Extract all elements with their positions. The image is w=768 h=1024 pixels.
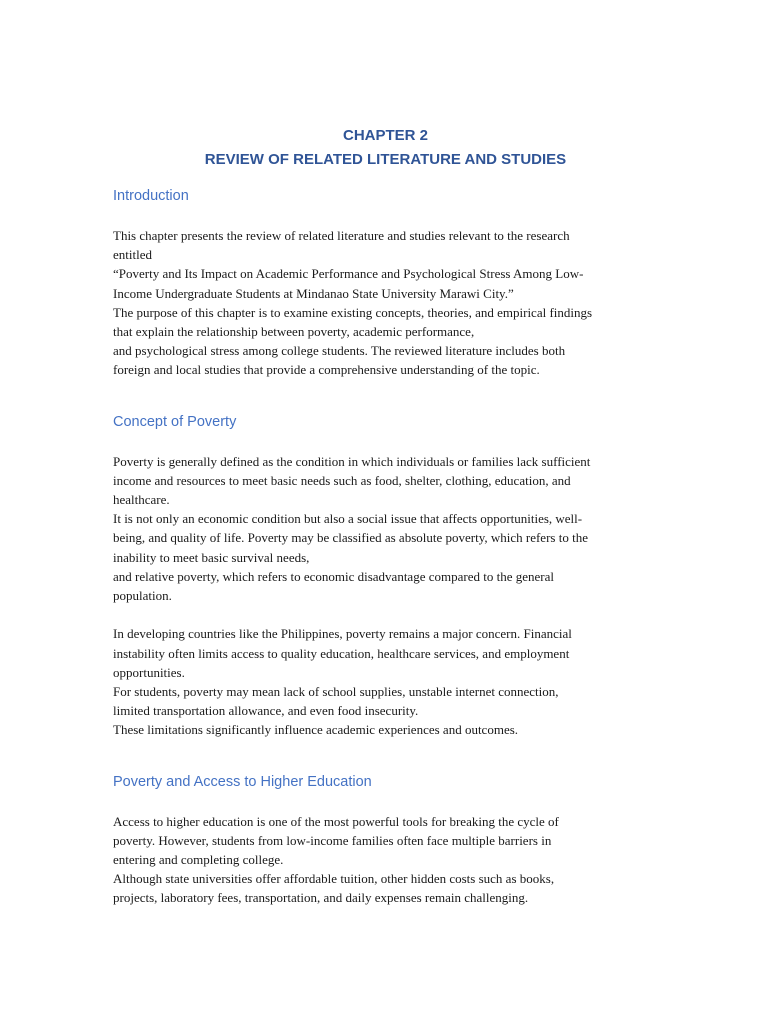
section-introduction — [113, 186, 658, 380]
access-paragraph-1: Access to higher education is one of the most powerful tools for breaking the cycle of poverty. However, students from low-income families often face multiple barriers in entering and completing college. Although state universities offer affordable tuition, other hidden costs such as books, projects, laboratory fees, transportation, and daily expenses remain challenging. — [113, 813, 559, 906]
section-heading-introduction: Introduction — [113, 188, 189, 204]
document-body — [113, 124, 658, 908]
section-concept-of-poverty — [113, 412, 658, 740]
chapter-number: CHAPTER 2 — [342, 127, 428, 144]
section-access-higher-education — [113, 772, 658, 908]
section-heading-concept-of-poverty: Concept of Poverty — [113, 413, 237, 430]
section-heading-access-higher-education: Poverty and Access to Higher Education — [113, 773, 372, 790]
concept-paragraph-1: Poverty is generally defined as the condition in which individuals or families lack sufficient income and resources to meet basic needs such as food, shelter, clothing, education, and healthcare. It is not only an economic condition but also a social issue that affects opportunities, well- being, and quality of life. Poverty may be classified as absolute poverty, which refers to the inability to meet basic survival needs, and relative poverty, which refers to economic disadvantage compared to the general population. — [113, 453, 591, 604]
concept-paragraph-2: In developing countries like the Philippines, poverty remains a major concern. Financial instability often limits access to quality education, healthcare services, and employment opportunities. For students, poverty may mean lack of school supplies, unstable internet connection, limited transportation allowance, and even food insecurity. These limitations significantly influence academic experiences and outcomes. — [113, 626, 572, 738]
introduction-paragraph: This chapter presents the review of related literature and studies relevant to the research entitled “Poverty and Its Impact on Academic Performance and Psychological Stress Among Low- Income Undergraduate Students at Mindanao State University Marawi City.” The purpose of this chapter is to examine existing concepts, theories, and empirical findings that explain the relationship between poverty, academic performance, and psychological stress among college students. The reviewed literature includes both foreign and local studies that provide a comprehensive understanding of the topic. — [113, 228, 593, 378]
chapter-title: REVIEW OF RELATED LITERATURE AND STUDIES — [204, 151, 567, 168]
chapter-heading — [113, 124, 658, 172]
